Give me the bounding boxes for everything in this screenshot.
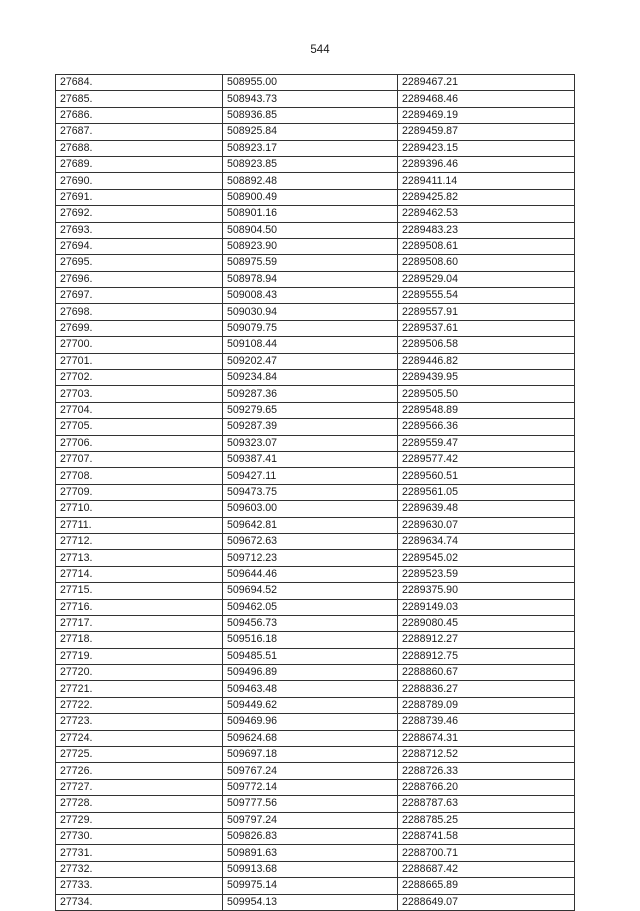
table-row	[56, 370, 575, 386]
table-row	[56, 648, 575, 664]
x-coordinate-cell: 509323.07	[223, 435, 398, 451]
point-id-cell: 27687.	[56, 124, 223, 140]
y-coordinate-cell: 2288674.31	[398, 730, 575, 746]
x-coordinate-cell: 509427.11	[223, 468, 398, 484]
x-coordinate-cell: 508901.16	[223, 206, 398, 222]
y-coordinate-cell: 2289634.74	[398, 533, 575, 549]
x-coordinate-cell: 509449.62	[223, 697, 398, 713]
point-id-cell: 27715.	[56, 583, 223, 599]
table-row	[56, 206, 575, 222]
point-id-cell: 27726.	[56, 763, 223, 779]
x-coordinate-cell: 509642.81	[223, 517, 398, 533]
point-id-cell: 27701.	[56, 353, 223, 369]
point-id-cell: 27684.	[56, 75, 223, 91]
y-coordinate-cell: 2288649.07	[398, 894, 575, 910]
point-id-cell: 27721.	[56, 681, 223, 697]
y-coordinate-cell: 2288912.75	[398, 648, 575, 664]
table-row	[56, 451, 575, 467]
point-id-cell: 27693.	[56, 222, 223, 238]
x-coordinate-cell: 508923.90	[223, 238, 398, 254]
table-row	[56, 107, 575, 123]
table-row	[56, 779, 575, 795]
table-row	[56, 91, 575, 107]
x-coordinate-cell: 509644.46	[223, 566, 398, 582]
point-id-cell: 27689.	[56, 156, 223, 172]
point-id-cell: 27729.	[56, 812, 223, 828]
x-coordinate-cell: 509624.68	[223, 730, 398, 746]
point-id-cell: 27688.	[56, 140, 223, 156]
point-id-cell: 27724.	[56, 730, 223, 746]
y-coordinate-cell: 2288687.42	[398, 861, 575, 877]
y-coordinate-cell: 2288665.89	[398, 878, 575, 894]
point-id-cell: 27700.	[56, 337, 223, 353]
y-coordinate-cell: 2289423.15	[398, 140, 575, 156]
table-row	[56, 615, 575, 631]
table-row	[56, 845, 575, 861]
x-coordinate-cell: 509516.18	[223, 632, 398, 648]
table-row	[56, 681, 575, 697]
point-id-cell: 27704.	[56, 402, 223, 418]
point-id-cell: 27698.	[56, 304, 223, 320]
y-coordinate-cell: 2289537.61	[398, 320, 575, 336]
y-coordinate-cell: 2288739.46	[398, 714, 575, 730]
table-row	[56, 468, 575, 484]
point-id-cell: 27717.	[56, 615, 223, 631]
table-row	[56, 402, 575, 418]
point-id-cell: 27703.	[56, 386, 223, 402]
point-id-cell: 27705.	[56, 419, 223, 435]
table-row	[56, 304, 575, 320]
x-coordinate-cell: 508978.94	[223, 271, 398, 287]
point-id-cell: 27714.	[56, 566, 223, 582]
y-coordinate-cell: 2289639.48	[398, 501, 575, 517]
y-coordinate-cell: 2289425.82	[398, 189, 575, 205]
x-coordinate-cell: 509603.00	[223, 501, 398, 517]
table-row	[56, 583, 575, 599]
y-coordinate-cell: 2288787.63	[398, 796, 575, 812]
y-coordinate-cell: 2289469.19	[398, 107, 575, 123]
point-id-cell: 27720.	[56, 665, 223, 681]
point-id-cell: 27722.	[56, 697, 223, 713]
point-id-cell: 27709.	[56, 484, 223, 500]
y-coordinate-cell: 2289411.14	[398, 173, 575, 189]
point-id-cell: 27712.	[56, 533, 223, 549]
table-row	[56, 353, 575, 369]
y-coordinate-cell: 2289545.02	[398, 550, 575, 566]
point-id-cell: 27713.	[56, 550, 223, 566]
table-row	[56, 599, 575, 615]
x-coordinate-cell: 508925.84	[223, 124, 398, 140]
x-coordinate-cell: 509891.63	[223, 845, 398, 861]
x-coordinate-cell: 508892.48	[223, 173, 398, 189]
y-coordinate-cell: 2289149.03	[398, 599, 575, 615]
y-coordinate-cell: 2289529.04	[398, 271, 575, 287]
point-id-cell: 27710.	[56, 501, 223, 517]
x-coordinate-cell: 509767.24	[223, 763, 398, 779]
table-row	[56, 238, 575, 254]
x-coordinate-cell: 508923.17	[223, 140, 398, 156]
x-coordinate-cell: 508923.85	[223, 156, 398, 172]
x-coordinate-cell: 509697.18	[223, 747, 398, 763]
point-id-cell: 27695.	[56, 255, 223, 271]
y-coordinate-cell: 2289508.60	[398, 255, 575, 271]
point-id-cell: 27734.	[56, 894, 223, 910]
x-coordinate-cell: 509954.13	[223, 894, 398, 910]
point-id-cell: 27732.	[56, 861, 223, 877]
point-id-cell: 27708.	[56, 468, 223, 484]
x-coordinate-cell: 509777.56	[223, 796, 398, 812]
x-coordinate-cell: 508975.59	[223, 255, 398, 271]
table-row	[56, 386, 575, 402]
table-row	[56, 828, 575, 844]
y-coordinate-cell: 2289483.23	[398, 222, 575, 238]
y-coordinate-cell: 2288785.25	[398, 812, 575, 828]
point-id-cell: 27730.	[56, 828, 223, 844]
y-coordinate-cell: 2288726.33	[398, 763, 575, 779]
table-row	[56, 894, 575, 910]
table-row	[56, 665, 575, 681]
point-id-cell: 27685.	[56, 91, 223, 107]
x-coordinate-cell: 509287.36	[223, 386, 398, 402]
point-id-cell: 27725.	[56, 747, 223, 763]
table-row	[56, 730, 575, 746]
point-id-cell: 27733.	[56, 878, 223, 894]
table-row	[56, 189, 575, 205]
y-coordinate-cell: 2288712.52	[398, 747, 575, 763]
y-coordinate-cell: 2289459.87	[398, 124, 575, 140]
y-coordinate-cell: 2289468.46	[398, 91, 575, 107]
y-coordinate-cell: 2289508.61	[398, 238, 575, 254]
point-id-cell: 27706.	[56, 435, 223, 451]
point-id-cell: 27699.	[56, 320, 223, 336]
point-id-cell: 27692.	[56, 206, 223, 222]
y-coordinate-cell: 2289375.90	[398, 583, 575, 599]
point-id-cell: 27719.	[56, 648, 223, 664]
y-coordinate-cell: 2289557.91	[398, 304, 575, 320]
x-coordinate-cell: 508904.50	[223, 222, 398, 238]
y-coordinate-cell: 2288741.58	[398, 828, 575, 844]
table-row	[56, 697, 575, 713]
x-coordinate-cell: 509463.48	[223, 681, 398, 697]
y-coordinate-cell: 2288912.27	[398, 632, 575, 648]
x-coordinate-cell: 508900.49	[223, 189, 398, 205]
table-row	[56, 550, 575, 566]
x-coordinate-cell: 508955.00	[223, 75, 398, 91]
table-row	[56, 501, 575, 517]
y-coordinate-cell: 2289561.05	[398, 484, 575, 500]
x-coordinate-cell: 509279.65	[223, 402, 398, 418]
x-coordinate-cell: 509108.44	[223, 337, 398, 353]
point-id-cell: 27691.	[56, 189, 223, 205]
y-coordinate-cell: 2289559.47	[398, 435, 575, 451]
point-id-cell: 27727.	[56, 779, 223, 795]
y-coordinate-cell: 2288836.27	[398, 681, 575, 697]
x-coordinate-cell: 509462.05	[223, 599, 398, 615]
x-coordinate-cell: 509975.14	[223, 878, 398, 894]
y-coordinate-cell: 2289548.89	[398, 402, 575, 418]
y-coordinate-cell: 2289505.50	[398, 386, 575, 402]
x-coordinate-cell: 509202.47	[223, 353, 398, 369]
x-coordinate-cell: 509287.39	[223, 419, 398, 435]
table-row	[56, 124, 575, 140]
y-coordinate-cell: 2289446.82	[398, 353, 575, 369]
x-coordinate-cell: 509826.83	[223, 828, 398, 844]
x-coordinate-cell: 509772.14	[223, 779, 398, 795]
point-id-cell: 27686.	[56, 107, 223, 123]
x-coordinate-cell: 509079.75	[223, 320, 398, 336]
table-row	[56, 796, 575, 812]
table-row	[56, 435, 575, 451]
table-row	[56, 878, 575, 894]
y-coordinate-cell: 2289506.58	[398, 337, 575, 353]
x-coordinate-cell: 509694.52	[223, 583, 398, 599]
y-coordinate-cell: 2289396.46	[398, 156, 575, 172]
point-id-cell: 27716.	[56, 599, 223, 615]
x-coordinate-cell: 509485.51	[223, 648, 398, 664]
coordinates-table-body	[56, 75, 575, 911]
table-row	[56, 320, 575, 336]
y-coordinate-cell: 2289080.45	[398, 615, 575, 631]
x-coordinate-cell: 509469.96	[223, 714, 398, 730]
table-row	[56, 747, 575, 763]
x-coordinate-cell: 509672.63	[223, 533, 398, 549]
point-id-cell: 27690.	[56, 173, 223, 189]
y-coordinate-cell: 2289560.51	[398, 468, 575, 484]
x-coordinate-cell: 509008.43	[223, 288, 398, 304]
x-coordinate-cell: 509797.24	[223, 812, 398, 828]
x-coordinate-cell: 508943.73	[223, 91, 398, 107]
y-coordinate-cell: 2289577.42	[398, 451, 575, 467]
table-row	[56, 173, 575, 189]
y-coordinate-cell: 2289555.54	[398, 288, 575, 304]
y-coordinate-cell: 2289523.59	[398, 566, 575, 582]
table-row	[56, 419, 575, 435]
point-id-cell: 27702.	[56, 370, 223, 386]
table-row	[56, 533, 575, 549]
table-row	[56, 271, 575, 287]
x-coordinate-cell: 509712.23	[223, 550, 398, 566]
y-coordinate-cell: 2289566.36	[398, 419, 575, 435]
table-row	[56, 484, 575, 500]
coordinates-table	[55, 74, 575, 911]
table-row	[56, 517, 575, 533]
table-row	[56, 632, 575, 648]
table-row	[56, 288, 575, 304]
x-coordinate-cell: 509473.75	[223, 484, 398, 500]
y-coordinate-cell: 2288860.67	[398, 665, 575, 681]
y-coordinate-cell: 2289630.07	[398, 517, 575, 533]
table-row	[56, 714, 575, 730]
table-row	[56, 140, 575, 156]
point-id-cell: 27707.	[56, 451, 223, 467]
y-coordinate-cell: 2288700.71	[398, 845, 575, 861]
table-row	[56, 763, 575, 779]
y-coordinate-cell: 2289467.21	[398, 75, 575, 91]
x-coordinate-cell: 509913.68	[223, 861, 398, 877]
y-coordinate-cell: 2288789.09	[398, 697, 575, 713]
x-coordinate-cell: 508936.85	[223, 107, 398, 123]
y-coordinate-cell: 2288766.20	[398, 779, 575, 795]
table-row	[56, 566, 575, 582]
point-id-cell: 27718.	[56, 632, 223, 648]
x-coordinate-cell: 509496.89	[223, 665, 398, 681]
point-id-cell: 27723.	[56, 714, 223, 730]
page-number: 544	[310, 44, 330, 56]
table-row	[56, 222, 575, 238]
point-id-cell: 27731.	[56, 845, 223, 861]
y-coordinate-cell: 2289439.95	[398, 370, 575, 386]
x-coordinate-cell: 509030.94	[223, 304, 398, 320]
table-row	[56, 337, 575, 353]
table-row	[56, 156, 575, 172]
y-coordinate-cell: 2289462.53	[398, 206, 575, 222]
table-row	[56, 861, 575, 877]
table-row	[56, 812, 575, 828]
point-id-cell: 27697.	[56, 288, 223, 304]
table-row	[56, 255, 575, 271]
x-coordinate-cell: 509387.41	[223, 451, 398, 467]
table-row	[56, 75, 575, 91]
point-id-cell: 27694.	[56, 238, 223, 254]
point-id-cell: 27728.	[56, 796, 223, 812]
point-id-cell: 27696.	[56, 271, 223, 287]
x-coordinate-cell: 509234.84	[223, 370, 398, 386]
x-coordinate-cell: 509456.73	[223, 615, 398, 631]
point-id-cell: 27711.	[56, 517, 223, 533]
